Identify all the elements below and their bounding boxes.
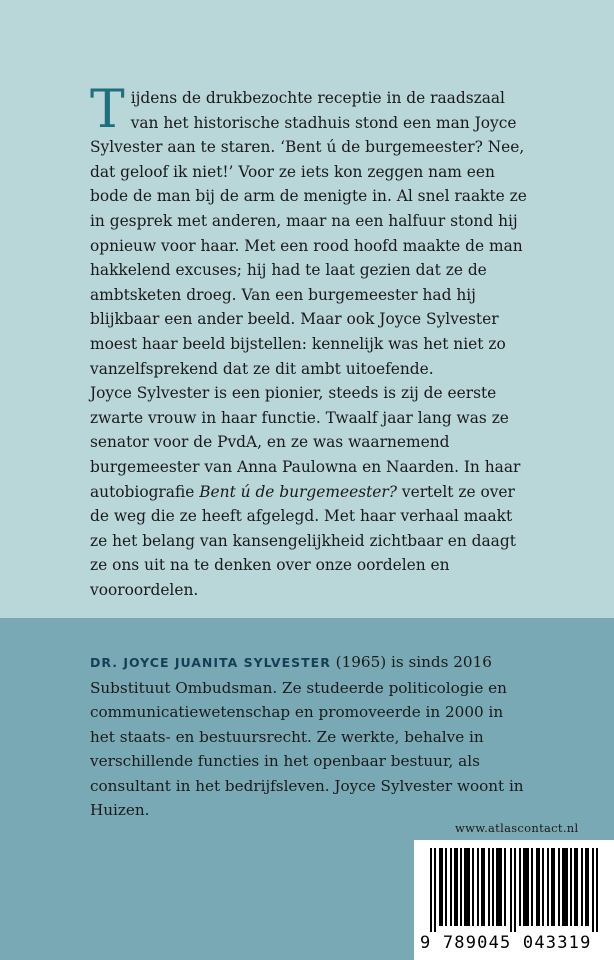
isbn-number: 9 789045 043319 (420, 933, 592, 953)
author-bio-text: (1965) is sinds 2016 Substituut Ombudsman. Ze studeerde politicologie en communicatiewetenschap en promoveerde in 2000 in het staats- en bestuursrecht. Ze werkte, behalve in verschillende functies in het openbaar bestuur, als consultant in het bedrijfsleven. Joyce Sylvester woont in Huizen. (90, 653, 524, 819)
blurb-paragraph-2-start: Joyce Sylvester is een pionier, steeds is zij de eerste zwarte vrouw in haar functie. Twaalf jaar lang was ze senator voor de PvdA, en ze was waarnemend burgemeester van Anna Paulowna en Naarden. In haar autobiografie (90, 384, 521, 501)
blurb-paragraph-2 (90, 381, 530, 602)
drop-cap: T (90, 80, 125, 140)
book-title: Bent ú de burgemeester? (199, 482, 397, 501)
publisher-url: www.atlascontact.nl (455, 821, 579, 835)
author-name: DR. JOYCE JUANITA SYLVESTER (90, 655, 331, 670)
blurb-paragraph-2-end: vertelt ze over de weg die ze heeft afgelegd. Met haar verhaal maakt ze het belang van kansengelijkheid zichtbaar en daagt ze ons uit na te denken over onze oordelen en vooroordelen. (90, 482, 516, 599)
blurb-text (90, 80, 530, 602)
blurb-paragraph-1 (90, 80, 530, 381)
barcode-bars (426, 848, 602, 932)
author-bio (90, 650, 530, 823)
blurb-paragraph-1-text: ijdens de drukbezochte receptie in de raadszaal van het historische stadhuis stond een man Joyce Sylvester aan te staren. ‘Bent ú de burgemeester? Nee, dat geloof ik niet!’ Voor ze iets kon zeggen nam een bode de man bij de arm de menigte in. Al snel raakte ze in gesprek met anderen, maar na een halfuur stond hij opnieuw voor haar. Met een rood hoofd maakte de man hakkelend excuses; hij had te laat gezien dat ze de ambtsketen droeg. Van een burgemeester had hij blijkbaar een ander beeld. Maar ook Joyce Sylvester moest haar beeld bijstellen: kennelijk was het niet zo vanzelfsprekend dat ze dit ambt uitoefende. (90, 89, 527, 378)
barcode (414, 840, 614, 960)
